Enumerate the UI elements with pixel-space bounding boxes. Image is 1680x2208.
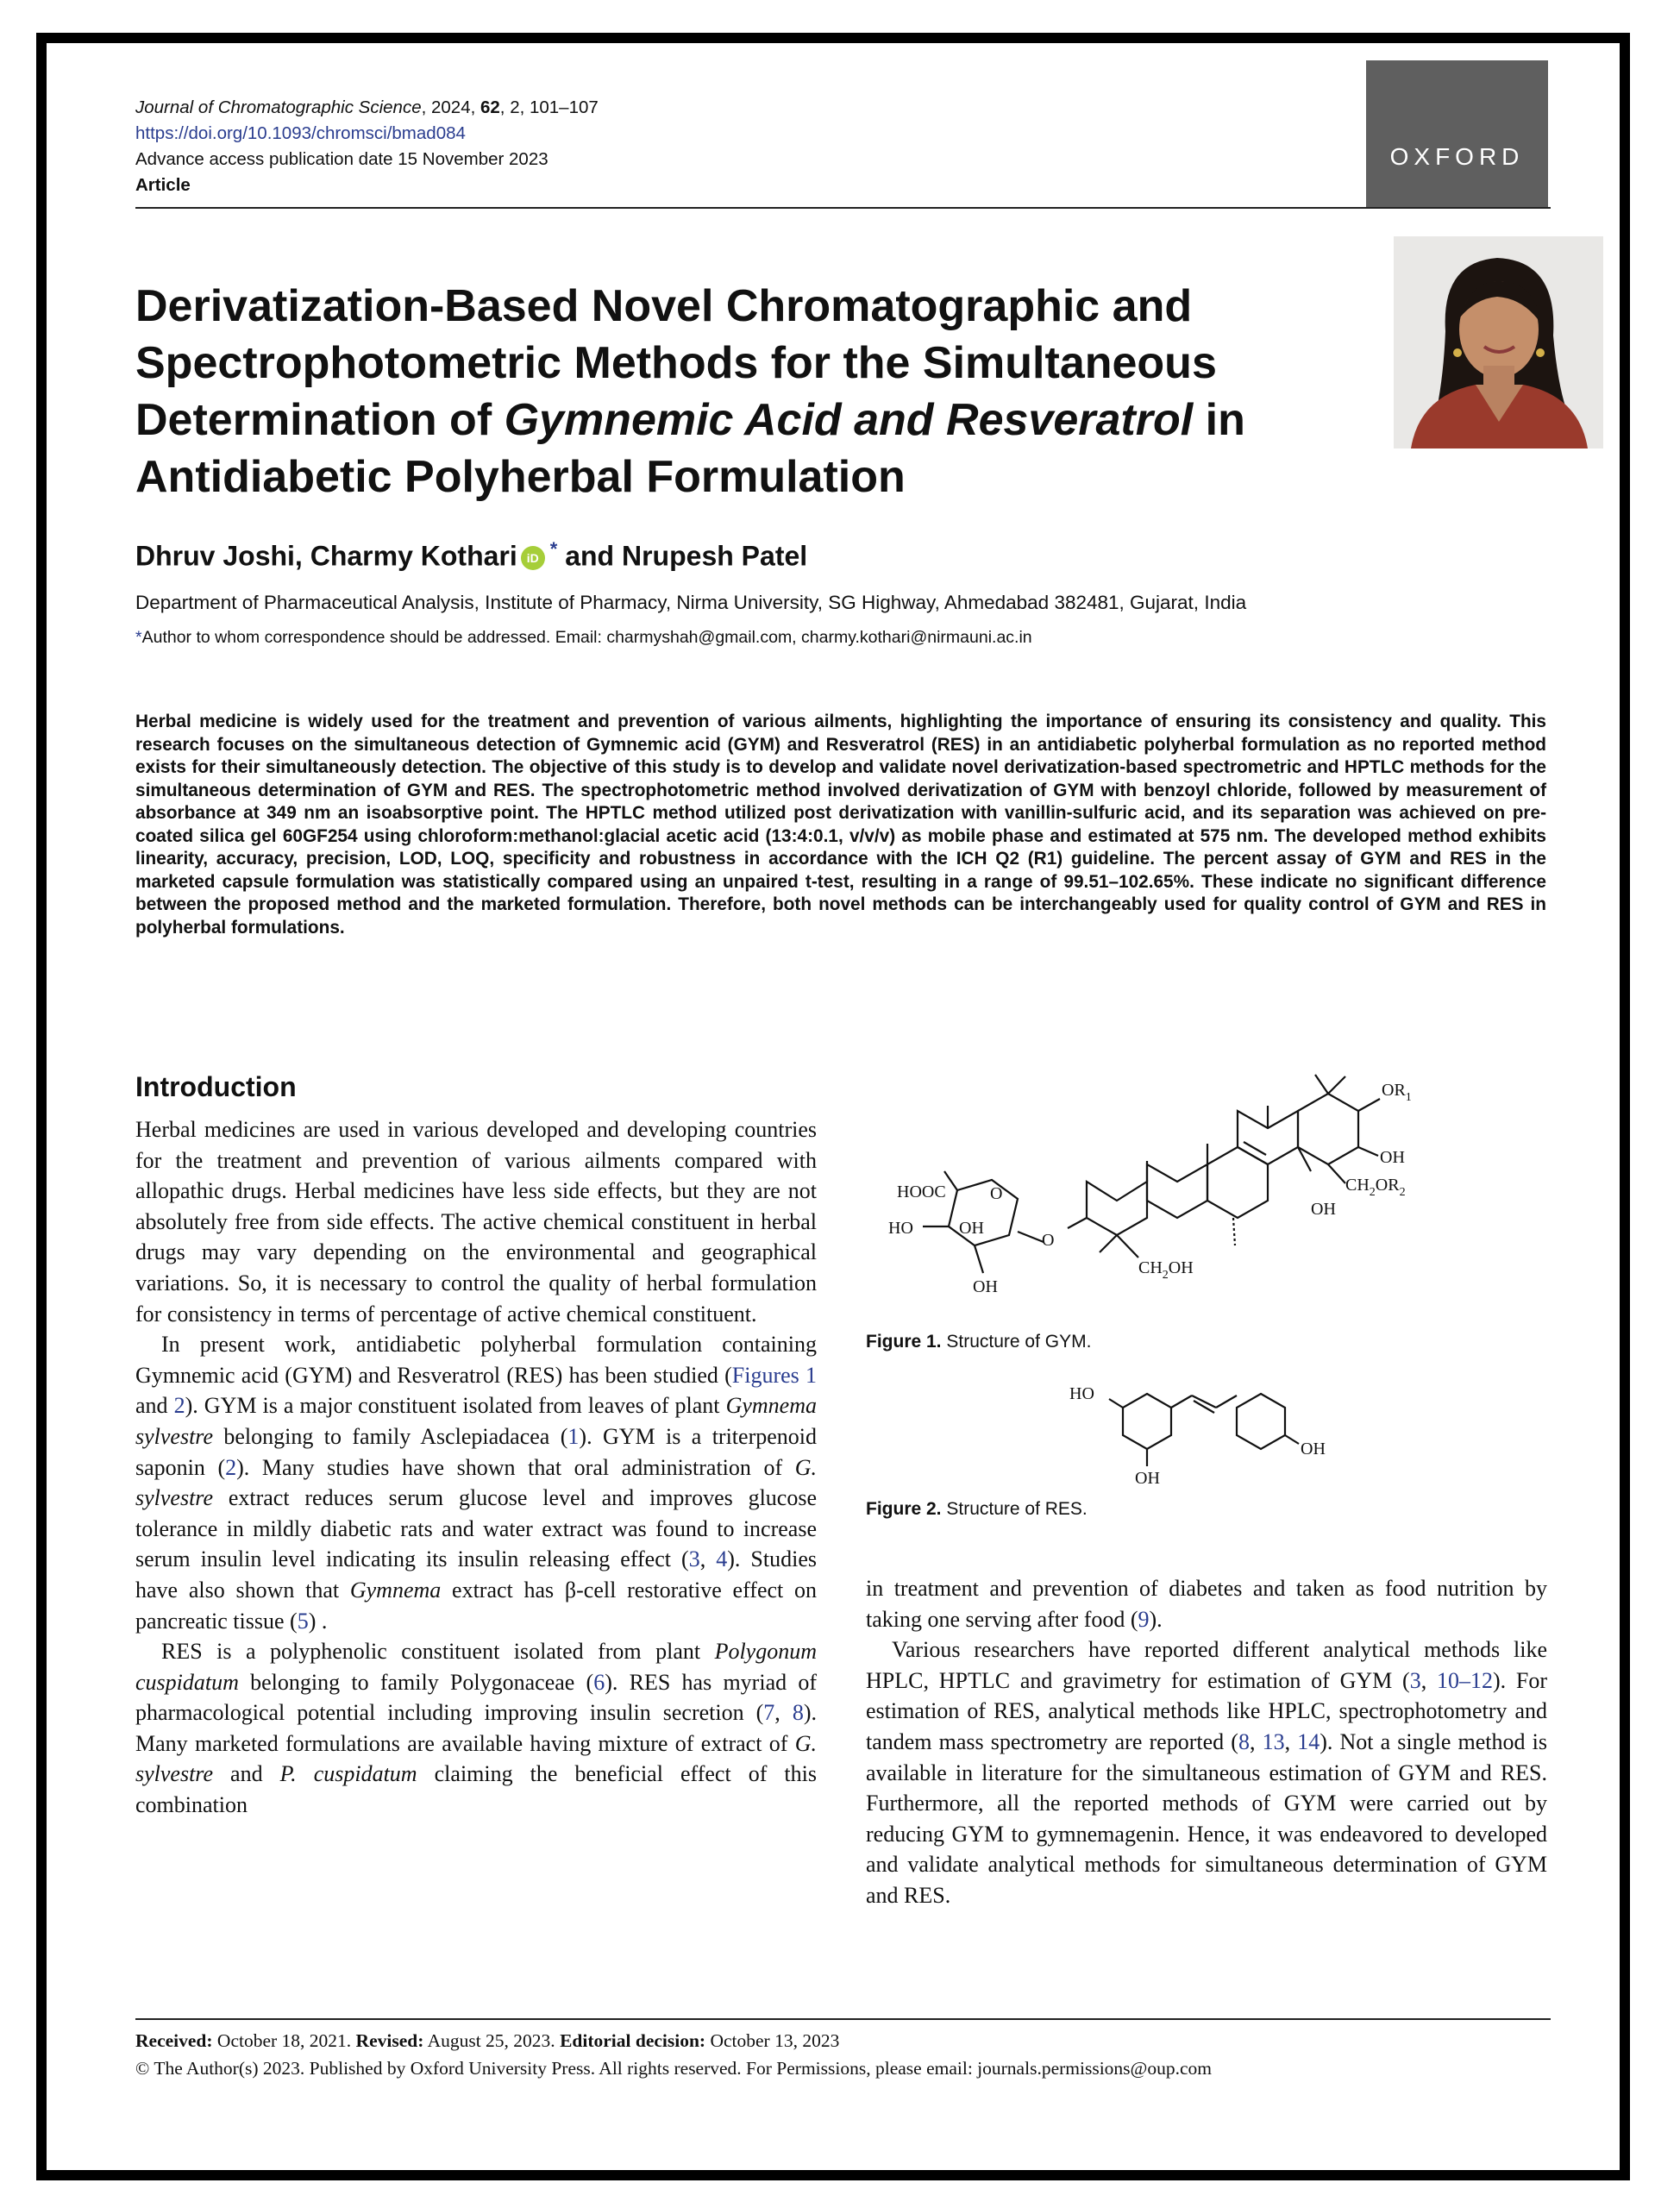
res-label-ho: HO (1069, 1384, 1094, 1403)
ref-link[interactable]: 2 (225, 1454, 237, 1480)
right-paragraph-2 (866, 1634, 1547, 1910)
label-oh-bottom: OH (973, 1277, 998, 1296)
p3-comma: , (774, 1700, 793, 1726)
figure-1-structure (862, 1070, 1449, 1328)
intro-paragraph-3 (135, 1636, 817, 1821)
figure-1-link[interactable]: Figures 1 (731, 1362, 817, 1388)
received-date: October 18, 2021. (212, 2030, 356, 2051)
left-column (135, 1114, 817, 1821)
species-polygonum-cuspidatum: Polygonum cuspidatum (135, 1639, 817, 1695)
revised-date: August 25, 2023. (423, 2030, 561, 2051)
p2-text-c: belonging to family Asclepiadacea ( (213, 1423, 568, 1449)
citation-line (135, 95, 1257, 121)
title-italic: Gymnemic Acid and Resveratrol (504, 395, 1194, 445)
header-rule (135, 207, 1551, 209)
received-dates (135, 2030, 839, 2052)
rp2-text-b: ). For estimation of RES, analytical methods like HPLC, spectrophotometry and tandem mass spectrometry are reported ( (866, 1667, 1548, 1754)
citation-year: , 2024, (421, 97, 480, 117)
res-label-oh-right: OH (1301, 1440, 1326, 1458)
figure-2-link[interactable]: 2 (173, 1393, 185, 1419)
ch2oh-sub: 2 (1162, 1269, 1169, 1282)
figure-1-caption-text: Structure of GYM. (941, 1332, 1092, 1352)
ch2or2-mid: OR (1375, 1176, 1400, 1195)
label-o-link: O (1042, 1231, 1055, 1250)
p2-text-f: extract reduces serum glucose level and improves glucose tolerance in mildly diabetic rats and water extract was found to increase serum insulin level indicating its insulin releasing effect ( (135, 1485, 817, 1572)
correspondence-star: * (135, 628, 142, 647)
genus-gymnema: Gymnema (349, 1577, 442, 1603)
figure-2-caption-text: Structure of RES. (941, 1499, 1088, 1519)
article-title (135, 278, 1403, 505)
p2-text-e: ). Many studies have shown that oral administration of (236, 1454, 795, 1480)
oxford-logo-text: OXFORD (1389, 143, 1525, 170)
figure-2-label: Figure 2. (866, 1499, 942, 1519)
correspondence-note (135, 628, 1032, 648)
ref-link[interactable]: 8 (1238, 1728, 1250, 1754)
rp1-text-b: ). (1149, 1606, 1163, 1632)
ref-link[interactable]: 3 (688, 1546, 700, 1572)
title-part1: Derivatization-Based Novel Chromatographic and Spectrophotometric Methods for the Simultaneous Determination of (135, 281, 1217, 445)
intro-paragraph-2 (135, 1329, 817, 1636)
ref-link[interactable]: 9 (1138, 1606, 1150, 1632)
p2-text-a: In present work, antidiabetic polyherbal formulation containing Gymnemic acid (GYM) and Resveratrol (RES) has been studied ( (135, 1332, 817, 1388)
corresponding-star: * (549, 538, 558, 560)
p2-text-i: ) . (308, 1608, 328, 1634)
res-label-oh-bottom: OH (1135, 1469, 1160, 1488)
intro-paragraph-1: Herbal medicines are used in various developed and developing countries for the treatment and prevention of various ailments compared with allopathic drugs. Herbal medicines have less side effects, but they are not absolutely free from side effects. The active chemical constituent in herbal drugs may vary depending on the environmental and geographical variations. So, it is necessary to control the quality of herbal formulation for consistency in terms of percentage of active chemical constituent. (135, 1117, 817, 1327)
author-photo (1394, 236, 1603, 448)
label-ch2or2 (1345, 1176, 1406, 1199)
advance-access-date: Advance access publication date 15 November 2023 (135, 149, 549, 169)
copyright-line: © The Author(s) 2023. Published by Oxford University Press. All rights reserved. For Permissions, please email: journals.permissions@oup.com (135, 2058, 1212, 2079)
label-ho: HO (888, 1219, 913, 1238)
ref-link[interactable]: 7 (763, 1700, 775, 1726)
ref-link[interactable]: 10–12 (1436, 1667, 1493, 1693)
figure-2-caption (866, 1499, 1088, 1520)
ref-link[interactable]: 3 (1409, 1667, 1421, 1693)
label-oh-ring: OH (959, 1219, 984, 1238)
p2-text-h: extract has β-cell restorative effect on pancreatic tissue ( (135, 1577, 818, 1634)
revised-label: Revised: (355, 2030, 424, 2051)
p2-text-g: ). Studies have also shown that (135, 1546, 817, 1603)
species-gymnema-sylvestre: Gymnema sylvestre (135, 1393, 817, 1449)
journal-header (135, 95, 1257, 198)
label-or1-sub: 1 (1405, 1091, 1412, 1104)
rp2-comma-3: , (1284, 1728, 1298, 1754)
ref-link[interactable]: 1 (567, 1423, 580, 1449)
ref-link[interactable]: 4 (716, 1546, 728, 1572)
label-oh2: OH (1311, 1200, 1336, 1219)
right-column (866, 1573, 1547, 1911)
p2-text-b: ). GYM is a major constituent isolated from leaves of plant (185, 1393, 726, 1419)
p3-text-a: RES is a polyphenolic constituent isolated from plant (161, 1639, 715, 1665)
oxford-logo (1366, 60, 1548, 207)
author-list (135, 538, 807, 573)
figure-1-caption (866, 1332, 1091, 1352)
affiliation: Department of Pharmaceutical Analysis, Institute of Pharmacy, Nirma University, SG Highway, Ahmedabad 382481, Gujarat, India (135, 592, 1247, 613)
decision-label: Editorial decision: (560, 2030, 706, 2051)
title-part2: in Antidiabetic Polyherbal Formulation (135, 395, 1245, 502)
authors-first: Dhruv Joshi, Charmy Kothari (135, 540, 517, 572)
orcid-icon[interactable]: iD (521, 546, 545, 570)
ch2or2-a: CH (1345, 1176, 1370, 1195)
ref-link[interactable]: 14 (1297, 1728, 1320, 1754)
received-label: Received: (135, 2030, 213, 2051)
species-g-sylvestre: G. sylvestre (135, 1730, 817, 1787)
p3-text-c: ). RES has myriad of pharmacological potential including improving insulin secretion ( (135, 1669, 818, 1726)
figure-1-label: Figure 1. (866, 1332, 942, 1352)
citation-volume: 62 (480, 97, 500, 117)
ch2or2-sub2: 2 (1399, 1186, 1406, 1199)
label-or1 (1382, 1081, 1412, 1104)
right-paragraph-1 (866, 1573, 1547, 1634)
p3-and: and (213, 1761, 280, 1787)
journal-name: Journal of Chromatographic Science (135, 97, 422, 117)
label-hooc: HOOC (897, 1182, 946, 1201)
p3-text-e: claiming the beneficial effect of this combination (135, 1761, 817, 1818)
p2-text-d: ). GYM is a triterpenoid saponin ( (135, 1423, 817, 1480)
correspondence-text: Author to whom correspondence should be addressed. Email: charmyshah@gmail.com, charmy.kothari@nirmauni.ac.in (141, 628, 1032, 647)
species-g-sylvestre: G. sylvestre (135, 1454, 818, 1511)
species-p-cuspidatum: P. cuspidatum (279, 1761, 417, 1787)
rp1-text-a: in treatment and prevention of diabetes and taken as food nutrition by taking one serving after food ( (866, 1576, 1547, 1632)
rp2-text-c: ). Not a single method is available in literature for the simultaneous estimation of GYM and RES. Furthermore, all the reported methods of GYM were carried out by reducing GYM to gymnemagenin. Hence, it was endeavored to developed and validate analytical methods for simultaneous determination of GYM and RES. (866, 1728, 1548, 1908)
label-oh1: OH (1380, 1148, 1405, 1167)
footer-rule (135, 2018, 1551, 2020)
decision-date: October 13, 2023 (705, 2030, 840, 2051)
p3-text-d: ). Many marketed formulations are available having mixture of extract of (135, 1700, 818, 1756)
p2-and: and (135, 1393, 174, 1419)
rp2-comma: , (1420, 1667, 1437, 1693)
label-or1-text: OR (1382, 1081, 1406, 1100)
rp2-text-a: Various researchers have reported different analytical methods like HPLC, HPTLC and gravimetry for estimation of GYM ( (866, 1637, 1547, 1693)
p3-text-b: belonging to family Polygonaceae ( (238, 1669, 594, 1695)
figure-2-structure (1061, 1377, 1389, 1489)
ref-link[interactable]: 6 (593, 1669, 605, 1695)
rp2-comma-2: , (1249, 1728, 1263, 1754)
doi-link[interactable]: https://doi.org/10.1093/chromsci/bmad084 (135, 123, 466, 143)
ref-link[interactable]: 13 (1262, 1728, 1285, 1754)
ref-link[interactable]: 5 (297, 1608, 309, 1634)
ref-link[interactable]: 8 (792, 1700, 804, 1726)
abstract: Herbal medicine is widely used for the treatment and prevention of various ailments, highlighting the importance of ensuring its consistency and quality. This research focuses on the simultaneous detection of Gymnemic acid (GYM) and Resveratrol (RES) in an antidiabetic polyherbal formulation as no reported method exists for their simultaneously detection. The objective of this study is to develop and validate novel derivatization-based spectrometric and HPTLC methods for the simultaneous determination of GYM and RES. The spectrophotometric method involved derivatization of GYM with benzoyl chloride, followed by measurement of absorbance at 349 nm an isoabsorptive point. The HPTLC method utilized post derivatization with vanillin-sulfuric acid, and its separation was achieved on pre-coated silica gel 60GF254 using chloroform:methanol:glacial acetic acid (13:4:0.1, v/v/v) as mobile phase and estimated at 575 nm. The developed method exhibits linearity, accuracy, precision, LOD, LOQ, specificity and robustness in accordance with the ICH Q2 (R1) guideline. The percent assay of GYM and RES in the marketed capsule formulation was statistically compared using an unpaired t-test, resulting in a range of 99.51–102.65%. These indicate no significant difference between the proposed method and the marketed formulation. Therefore, both novel methods can be interchangeably used for quality control of GYM and RES in polyherbal formulations. (135, 712, 1546, 938)
label-ch2oh (1138, 1258, 1194, 1282)
p2-comma: , (699, 1546, 717, 1572)
article-type: Article (135, 175, 191, 195)
ch2oh-end: OH (1168, 1258, 1194, 1277)
ch2or2-sub1: 2 (1369, 1186, 1376, 1199)
ch2oh-a: CH (1138, 1258, 1163, 1277)
section-heading-introduction: Introduction (135, 1071, 297, 1102)
authors-last: and Nrupesh Patel (557, 540, 808, 572)
label-o-ring: O (990, 1184, 1003, 1203)
citation-issue-pages: , 2, 101–107 (499, 97, 599, 117)
